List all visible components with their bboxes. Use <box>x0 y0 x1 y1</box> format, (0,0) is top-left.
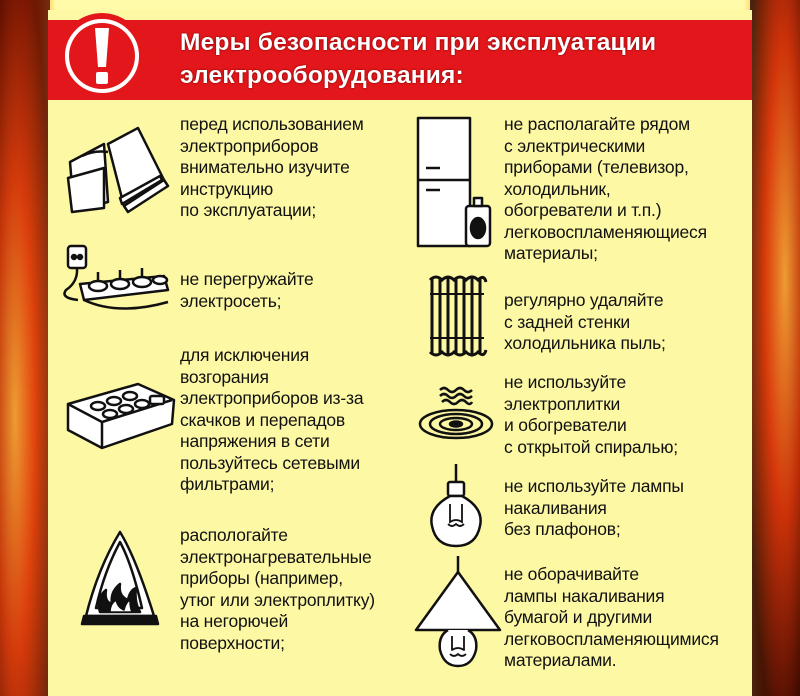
list-item-line: бумагой и другими <box>504 607 653 627</box>
list-item-line: не используйте лампы <box>504 476 684 496</box>
list-item-line: скачков и перепадов <box>180 409 345 430</box>
list-item-line: не перегружайте <box>180 269 314 289</box>
refrigerator-icon <box>412 114 502 250</box>
list-item-line: материалы; <box>504 243 598 263</box>
list-item-line: обогреватели и т.п.) <box>504 200 662 220</box>
lamp-shade-icon <box>412 556 504 676</box>
bare-bulb-icon <box>422 464 492 550</box>
overloaded-power-strip-icon <box>58 242 178 318</box>
list-item-line: накаливания <box>504 497 607 518</box>
safety-poster <box>48 10 752 696</box>
list-item-line: с задней стенки <box>504 311 631 332</box>
left-item-4 <box>180 525 420 654</box>
left-item-2 <box>180 269 420 312</box>
page-title <box>180 26 740 92</box>
title-line-2: электрооборудования: <box>180 62 464 89</box>
list-item-line: пользуйтесь сетевыми <box>180 452 360 473</box>
right-item-5 <box>504 564 748 672</box>
list-item-line: не используйте <box>504 372 627 392</box>
right-item-1 <box>504 114 748 265</box>
right-item-4 <box>504 476 748 541</box>
list-item-line: легковоспламеняющимися <box>504 628 719 649</box>
list-item-line: электронагревательные <box>180 546 372 567</box>
list-item-line: фильтрами; <box>180 474 275 494</box>
list-item-line: регулярно удаляйте <box>504 290 664 310</box>
list-item-line: перед использованием <box>180 114 364 134</box>
right-item-3 <box>504 372 748 458</box>
list-item-line: без плафонов; <box>504 519 621 539</box>
open-spiral-heater-icon <box>416 384 496 444</box>
list-item-line: электроприборов <box>180 135 319 156</box>
list-item-line: приборы (например, <box>180 568 343 588</box>
list-item-line: инструкцию <box>180 178 274 199</box>
left-item-3 <box>180 345 420 496</box>
fridge-coil-icon <box>426 274 490 358</box>
list-item-line: легковоспламеняющиеся <box>504 221 707 242</box>
list-item-line: по эксплуатации; <box>180 200 316 220</box>
list-item-line: внимательно изучите <box>180 157 350 177</box>
list-item-line: не оборачивайте <box>504 564 639 584</box>
list-item-line: утюг или электроплитку) <box>180 589 375 610</box>
list-item-line: поверхности; <box>180 632 285 653</box>
list-item-line: электроприборов из-за <box>180 388 364 408</box>
list-item-line: для исключения <box>180 345 310 365</box>
list-item-line: не располагайте рядом <box>504 114 690 134</box>
list-item-line: холодильник, <box>504 178 611 199</box>
list-item-line: холодильника пыль; <box>504 333 666 353</box>
list-item-line: и обогреватели <box>504 415 627 435</box>
right-item-2 <box>504 290 748 355</box>
list-item-line: напряжения в сети <box>180 431 330 451</box>
surge-filter-icon <box>60 378 180 458</box>
list-item-line: электросеть; <box>180 290 282 311</box>
list-item-line: с открытой спиралью; <box>504 436 678 457</box>
list-item-line: приборами (телевизор, <box>504 157 689 177</box>
fire-background-left <box>0 0 50 696</box>
list-item-line: распологайте <box>180 525 288 545</box>
exclamation-warning-icon <box>56 10 148 102</box>
left-item-1 <box>180 114 420 222</box>
title-line-1: Меры безопасности при эксплуатации <box>180 29 657 56</box>
list-item-line: возгорания <box>180 366 269 387</box>
list-item-line: электроплитки <box>504 393 621 414</box>
list-item-line: с электрическими <box>504 135 646 156</box>
burning-iron-icon <box>76 528 172 632</box>
list-item-line: на негорючей <box>180 611 289 631</box>
header-banner <box>48 20 752 100</box>
fire-background-right <box>750 0 800 696</box>
list-item-line: материалами. <box>504 650 617 670</box>
list-item-line: лампы накаливания <box>504 585 665 606</box>
instruction-manual-icon <box>64 118 184 218</box>
